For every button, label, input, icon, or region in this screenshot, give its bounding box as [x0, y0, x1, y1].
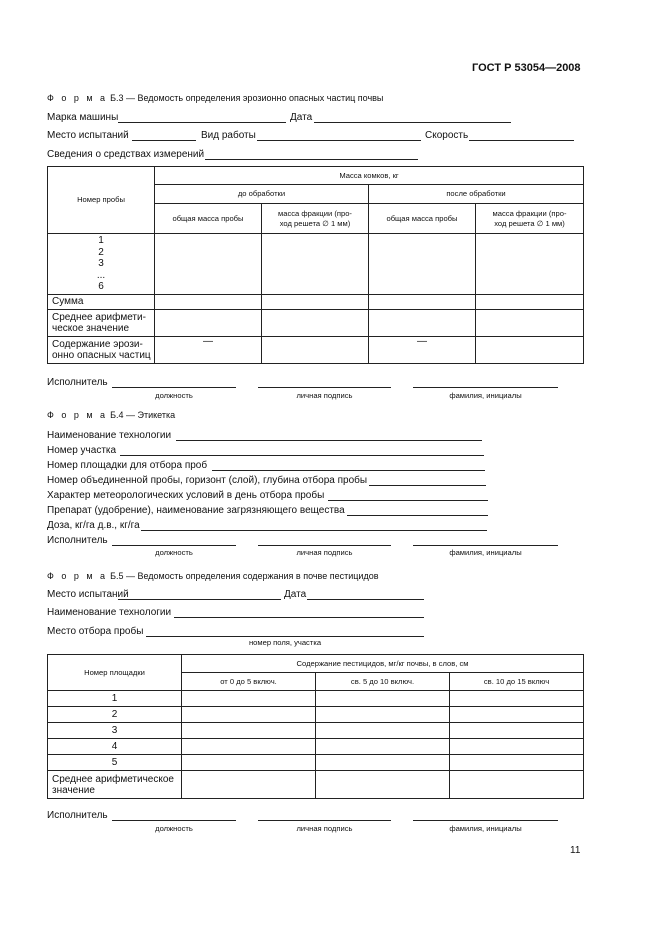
- data-cell[interactable]: [450, 739, 584, 755]
- data-cell[interactable]: [182, 691, 316, 707]
- data-cell[interactable]: [262, 310, 369, 337]
- place-label: Место испытаний: [47, 130, 129, 141]
- row-content-label: Содержание эрози- онно опасных частиц: [48, 337, 155, 364]
- label-plot-number: Номер участка: [47, 445, 117, 456]
- page-number: 11: [570, 845, 581, 856]
- header-sample-number: Номер пробы: [48, 167, 155, 234]
- data-cell[interactable]: [155, 234, 262, 295]
- header-pesticide-content: Содержание пестицидов, мг/кг почвы, в слов, см: [182, 655, 584, 673]
- work-type-label: Вид работы: [201, 130, 256, 141]
- header-site-number: Номер площадки: [48, 655, 182, 691]
- header-layer-0-5: от 0 до 5 включ.: [182, 673, 316, 691]
- label-combined-sample: Номер объединенной пробы, горизонт (слой), глубина отбора пробы: [47, 475, 368, 486]
- header-total-mass-before: общая масса пробы: [155, 204, 262, 234]
- data-cell[interactable]: [155, 295, 262, 310]
- form-b4-heading: [47, 410, 175, 420]
- position-field[interactable]: [112, 545, 236, 546]
- label-weather: Характер метеорологических условий в день отбора пробы: [47, 490, 325, 501]
- position-caption: должность: [155, 824, 193, 833]
- sampling-place-label: Место отбора пробы: [47, 626, 144, 637]
- name-field[interactable]: [413, 820, 558, 821]
- label-site-number: Номер площадки для отбора проб: [47, 460, 208, 471]
- executor-label: Исполнитель: [47, 535, 108, 546]
- technology-label: Наименование технологии: [47, 607, 172, 618]
- row-mean-label: Среднее арифмети- ческое значение: [48, 310, 155, 337]
- row-mean-label: Среднее арифметическое значение: [48, 771, 182, 799]
- name-caption: фамилия, инициалы: [449, 391, 522, 400]
- name-caption: фамилия, инициалы: [449, 824, 522, 833]
- site-number-cell: 1: [48, 691, 182, 707]
- data-cell[interactable]: [316, 707, 450, 723]
- dash-cell: —: [155, 337, 262, 364]
- position-field[interactable]: [112, 387, 236, 388]
- data-cell[interactable]: [450, 691, 584, 707]
- date-field[interactable]: [307, 599, 424, 600]
- place-field[interactable]: [132, 140, 196, 141]
- header-before: до обработки: [155, 185, 369, 204]
- position-caption: должность: [155, 548, 193, 557]
- data-cell[interactable]: [450, 755, 584, 771]
- data-cell[interactable]: [476, 310, 584, 337]
- signature-caption: личная подпись: [296, 391, 353, 400]
- speed-field[interactable]: [469, 140, 574, 141]
- pesticide-table: [47, 654, 584, 799]
- header-mass: Масса комков, кг: [155, 167, 584, 185]
- data-cell[interactable]: [316, 771, 450, 799]
- plot-number-field[interactable]: [120, 455, 484, 456]
- data-cell[interactable]: [476, 295, 584, 310]
- machine-label: Марка машины: [47, 112, 119, 123]
- date-field[interactable]: [314, 122, 511, 123]
- data-cell[interactable]: [182, 771, 316, 799]
- position-field[interactable]: [112, 820, 236, 821]
- form-b4-title: Б.4 — Этикетка: [110, 410, 176, 420]
- header-total-mass-after: общая масса пробы: [369, 204, 476, 234]
- data-cell[interactable]: [182, 739, 316, 755]
- header-fraction-before: масса фракции (про- ход решета ∅ 1 мм): [262, 204, 369, 234]
- document-id: ГОСТ Р 53054—2008: [472, 62, 581, 74]
- instruments-label: Сведения о средствах измерений: [47, 149, 205, 160]
- signature-field[interactable]: [258, 545, 391, 546]
- dash-cell: —: [369, 337, 476, 364]
- instruments-field[interactable]: [205, 159, 418, 160]
- place-label: Место испытаний: [47, 589, 129, 600]
- data-cell[interactable]: [155, 310, 262, 337]
- data-cell[interactable]: [476, 234, 584, 295]
- form-b5-title: Б.5 — Ведомость определения содержания в почве пестицидов: [110, 571, 379, 581]
- row-sum-label: Сумма: [48, 295, 155, 310]
- executor-label: Исполнитель: [47, 377, 108, 388]
- executor-label: Исполнитель: [47, 810, 108, 821]
- technology-field[interactable]: [174, 617, 424, 618]
- erosion-table: [47, 166, 584, 364]
- signature-caption: личная подпись: [296, 548, 353, 557]
- signature-field[interactable]: [258, 387, 391, 388]
- data-cell[interactable]: [450, 723, 584, 739]
- header-layer-10-15: св. 10 до 15 включ: [450, 673, 584, 691]
- label-preparation: Препарат (удобрение), наименование загрязняющего вещества: [47, 505, 345, 516]
- data-cell[interactable]: [182, 707, 316, 723]
- speed-label: Скорость: [425, 130, 469, 141]
- dose-field[interactable]: [141, 530, 487, 531]
- combined-sample-field[interactable]: [369, 485, 486, 486]
- data-cell[interactable]: [476, 337, 584, 364]
- data-cell[interactable]: [316, 755, 450, 771]
- data-cell[interactable]: [369, 234, 476, 295]
- date-label: Дата: [284, 589, 307, 600]
- data-cell[interactable]: [369, 310, 476, 337]
- data-cell[interactable]: [369, 295, 476, 310]
- name-field[interactable]: [413, 545, 558, 546]
- form-b3-title: Б.3 — Ведомость определения эрозионно опасных частиц почвы: [110, 93, 384, 103]
- data-cell[interactable]: [450, 707, 584, 723]
- sampling-place-field[interactable]: [146, 636, 424, 637]
- signature-field[interactable]: [258, 820, 391, 821]
- date-label: Дата: [290, 112, 313, 123]
- header-fraction-after: масса фракции (про- ход решета ∅ 1 мм): [476, 204, 584, 234]
- data-cell[interactable]: [262, 337, 369, 364]
- signature-caption: личная подпись: [296, 824, 353, 833]
- data-cell[interactable]: [316, 739, 450, 755]
- form-b5-heading: [47, 571, 379, 581]
- data-cell[interactable]: [316, 723, 450, 739]
- data-cell[interactable]: [450, 771, 584, 799]
- data-cell[interactable]: [316, 691, 450, 707]
- work-type-field[interactable]: [257, 140, 421, 141]
- site-number-field[interactable]: [212, 470, 485, 471]
- header-after: после обработки: [369, 185, 584, 204]
- preparation-field[interactable]: [347, 515, 488, 516]
- name-field[interactable]: [413, 387, 558, 388]
- form-label: Ф о р м а: [47, 93, 108, 103]
- data-cell[interactable]: [182, 755, 316, 771]
- name-caption: фамилия, инициалы: [449, 548, 522, 557]
- field-number-caption: номер поля, участка: [248, 638, 322, 647]
- label-dose: Доза, кг/га д.в., кг/га: [47, 520, 140, 531]
- form-b3-heading: [47, 93, 383, 103]
- header-layer-5-10: св. 5 до 10 включ.: [316, 673, 450, 691]
- place-field[interactable]: [118, 599, 281, 600]
- site-number-cell: 5: [48, 755, 182, 771]
- data-cell[interactable]: [262, 234, 369, 295]
- site-number-cell: 3: [48, 723, 182, 739]
- position-caption: должность: [155, 391, 193, 400]
- sample-numbers-cell: 1 2 3 ... 6: [48, 234, 155, 295]
- label-technology: Наименование технологии: [47, 430, 172, 441]
- technology-field[interactable]: [176, 440, 482, 441]
- data-cell[interactable]: [182, 723, 316, 739]
- weather-field[interactable]: [328, 500, 488, 501]
- data-cell[interactable]: [262, 295, 369, 310]
- site-number-cell: 4: [48, 739, 182, 755]
- form-label: Ф о р м а: [47, 410, 108, 420]
- machine-field[interactable]: [118, 122, 286, 123]
- site-number-cell: 2: [48, 707, 182, 723]
- form-label: Ф о р м а: [47, 571, 108, 581]
